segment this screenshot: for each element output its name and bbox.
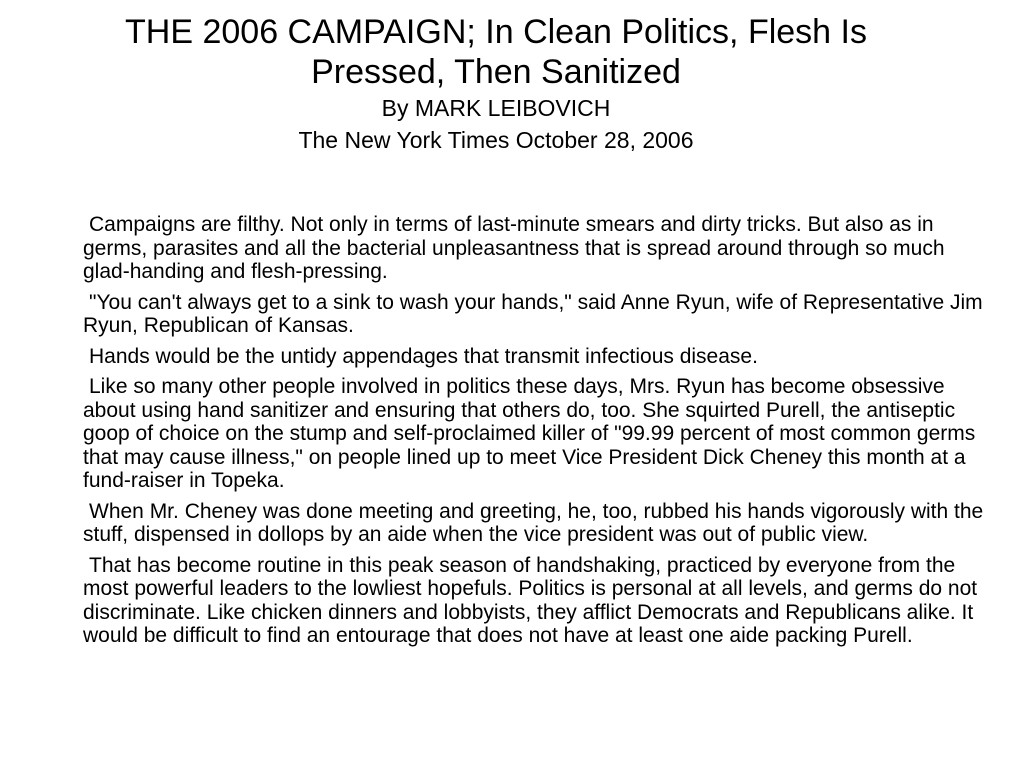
paragraph: When Mr. Cheney was done meeting and greeting, he, too, rubbed his hands vigorously with the stuff, dispensed in dollops by an aide when the vice president was out of public view. <box>83 499 984 546</box>
paragraph: That has become routine in this peak season of handshaking, practiced by everyone from the most powerful leaders to the lowliest hopefuls. Politics is personal at all levels, and germs do not discriminate. Like chicken dinners and lobbyists, they afflict Democrats and Republicans alike. It would be difficult to find an entourage that does not have at least one aide packing Purell. <box>83 553 978 647</box>
paragraph: Like so many other people involved in politics these days, Mrs. Ryun has become obsessive about using hand sanitizer and ensuring that others do, too. She squirted Purell, the antiseptic goop of choice on the stump and self-proclaimed killer of "99.99 percent of most common germs that may cause illness," on people lined up to meet Vice President Dick Cheney this month at a fund-raiser in Topeka. <box>83 375 976 492</box>
article-body <box>83 213 988 655</box>
paragraph: "You can't always get to a sink to wash your hands," said Anne Ryun, wife of Representative Jim Ryun, Republican of Kansas. <box>83 290 983 337</box>
title-line-1: THE 2006 CAMPAIGN; In Clean Politics, Flesh Is <box>125 13 867 51</box>
title-line-2: Pressed, Then Sanitized <box>311 53 681 91</box>
paragraph: Campaigns are filthy. Not only in terms of last-minute smears and dirty tricks. But also as in germs, parasites and all the bacterial unpleasantness that is spread around through so much glad-handing and flesh-pressing. <box>83 213 945 283</box>
publication-date: The New York Times October 28, 2006 <box>298 127 694 153</box>
article-title <box>0 12 992 92</box>
article-header <box>0 12 992 156</box>
paragraph: Hands would be the untidy appendages that transmit infectious disease. <box>89 344 758 368</box>
byline: By MARK LEIBOVICH <box>381 95 611 121</box>
